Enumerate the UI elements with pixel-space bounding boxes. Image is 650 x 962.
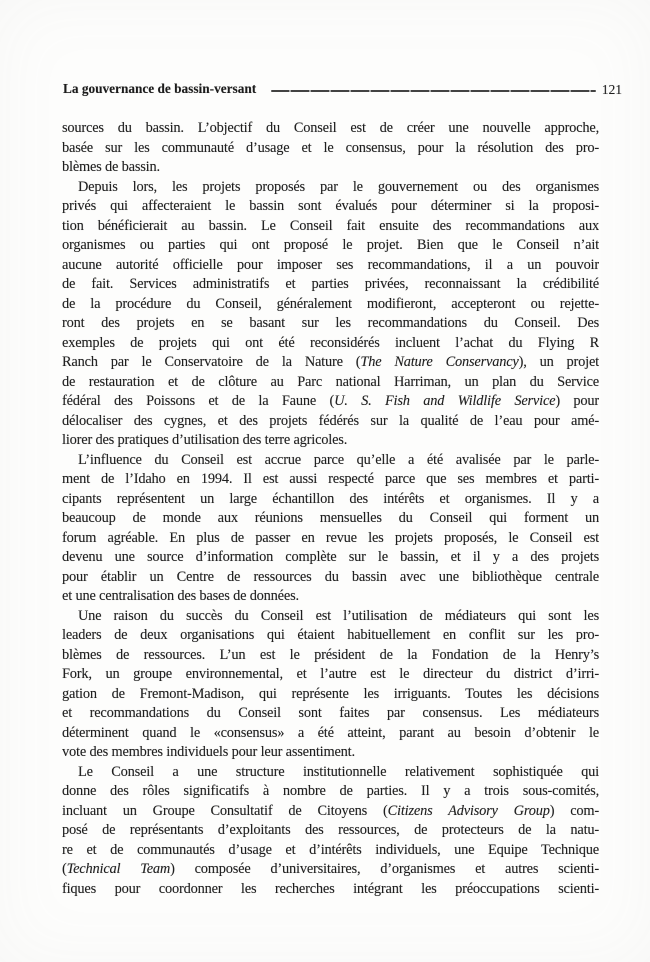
body-text xyxy=(62,119,599,899)
text-line xyxy=(62,743,599,763)
text-segment: blèmes de bassin. xyxy=(62,159,160,175)
text-segment: sources du bassin. L’objectif du Conseil est de créer une nouvelle approche, xyxy=(62,120,599,136)
text-segment: aucune autorité officielle pour imposer ses recommandations, il a un pouvoir xyxy=(62,256,599,273)
text-segment: de fait. Services administratifs et parties privées, reconnaissant la crédibilité xyxy=(62,276,599,292)
text-segment: pour établir un Centre de ressources du bassin avec une bibliothèque centrale xyxy=(62,568,599,585)
text-segment: fiques pour coordonner les recherches intégrant les préoccupations scienti- xyxy=(62,880,599,897)
text-line xyxy=(62,470,599,490)
text-segment: tion bénéficierait au bassin. Le Conseil fait ensuite des recommandations aux xyxy=(62,217,599,234)
paragraph xyxy=(62,178,599,451)
text-line xyxy=(62,314,599,334)
text-segment: L’influence du Conseil est accrue parce qu’elle a été avalisée par le parle- xyxy=(78,451,599,468)
text-line xyxy=(62,860,599,880)
text-line xyxy=(62,568,599,588)
italic-text: Technical Team xyxy=(66,861,171,877)
text-line xyxy=(62,529,599,549)
text-segment: vote des membres individuels pour leur assentiment. xyxy=(62,744,355,760)
text-segment: gation de Fremont-Madison, qui représente les irriguants. Toutes les décisions xyxy=(62,685,599,702)
text-segment: Le Conseil a une structure institutionnelle relativement sophistiquée qui xyxy=(78,763,599,780)
text-segment: privés qui affecteraient le bassin sont évalués pour déterminer si la proposi- xyxy=(62,198,599,214)
text-segment: fédéral des Poissons et de la Faune ( xyxy=(62,393,335,409)
text-segment: forum agréable. En plus de passer en revue les projets proposés, le Conseil est xyxy=(62,529,599,546)
text-segment: et une centralisation des bases de données. xyxy=(62,588,299,604)
text-segment: Depuis lors, les projets proposés par le gouvernement ou des organismes xyxy=(78,178,599,195)
header-rule-divider xyxy=(271,90,596,92)
text-segment: ront des projets en se basant sur les recommandations du Conseil. Des xyxy=(62,315,599,331)
text-segment: organismes ou parties qui ont proposé le projet. Bien que le Conseil n’ait xyxy=(62,237,599,253)
text-line xyxy=(62,607,599,627)
text-line xyxy=(62,587,599,607)
text-segment: Une raison du succès du Conseil est l’utilisation de médiateurs qui sont les xyxy=(78,607,599,624)
text-line xyxy=(62,334,599,354)
text-line xyxy=(62,431,599,451)
text-line xyxy=(62,646,599,666)
paragraph xyxy=(62,119,599,178)
text-segment: re et de communautés d’usage et d’intérêts individuels, une Equipe Technique xyxy=(62,841,599,858)
text-line xyxy=(62,841,599,861)
text-segment: ( xyxy=(62,861,67,877)
text-line xyxy=(62,119,599,139)
text-segment: ) pour xyxy=(555,393,599,409)
paragraph xyxy=(62,763,599,900)
text-segment: ) composée d’universitaires, d’organismes et autres scienti- xyxy=(170,861,599,877)
text-segment: délocaliser des cygnes, et des projets fédérés sur la qualité de l’eau pour amé- xyxy=(62,412,599,429)
text-line xyxy=(62,353,599,373)
paragraph xyxy=(62,451,599,607)
text-line xyxy=(62,509,599,529)
text-segment: de restauration et de clôture au Parc national Harriman, un plan du Service xyxy=(62,373,599,390)
text-line xyxy=(62,392,599,412)
text-line xyxy=(62,490,599,510)
text-line xyxy=(62,158,599,178)
text-segment: ) com- xyxy=(549,802,599,819)
text-segment: blèmes de ressources. L’un est le président de la Fondation de la Henry’s xyxy=(62,646,599,663)
text-line xyxy=(62,197,599,217)
text-segment: et recommandations du Conseil sont faites par consensus. Les médiateurs xyxy=(62,705,599,721)
text-segment: Ranch par le Conservatoire de la Nature ( xyxy=(62,354,361,370)
text-segment: devenu une source d’information complète sur le bassin, et il y a des projets xyxy=(62,549,599,565)
text-segment: exemples de projets qui ont été reconsidérés incluent l’achat du Flying R xyxy=(62,334,599,351)
text-line xyxy=(62,802,599,822)
text-line xyxy=(62,782,599,802)
italic-text: Citizens Advisory Group xyxy=(387,802,550,819)
text-line xyxy=(62,256,599,276)
running-title: La gouvernance de bassin-versant xyxy=(63,81,257,96)
page-header xyxy=(63,80,622,98)
text-line xyxy=(62,821,599,841)
text-segment: incluant un Groupe Consultatif de Citoyens ( xyxy=(62,802,388,819)
text-segment: de la procédure du Conseil, généralement modifieront, accepteront ou rejette- xyxy=(62,295,599,312)
text-line xyxy=(62,724,599,744)
text-segment: ), un projet xyxy=(518,354,599,370)
text-line xyxy=(62,626,599,646)
text-line xyxy=(62,763,599,783)
text-line xyxy=(62,880,599,900)
text-line xyxy=(62,704,599,724)
text-segment: déterminent quand le «consensus» a été atteint, parant au besoin d’obtenir le xyxy=(62,724,599,741)
text-segment: Fork, un groupe environnemental, et l’autre est le directeur du district d’irri- xyxy=(62,666,599,682)
text-segment: beaucoup de monde aux réunions mensuelles du Conseil qui forment un xyxy=(62,510,599,526)
text-segment: ment de l’Idaho en 1994. Il est aussi respecté parce que ses membres et parti- xyxy=(62,471,599,487)
text-line xyxy=(62,548,599,568)
text-segment: leaders de deux organisations qui étaient habituellement en conflit sur les pro- xyxy=(62,627,599,643)
paragraph xyxy=(62,607,599,763)
text-segment: posé de représentants d’exploitants des ressources, de protecteurs de la natu- xyxy=(62,822,599,838)
text-line xyxy=(62,295,599,315)
text-segment: donne des rôles significatifs à nombre de parties. Il y a trois sous-comités, xyxy=(62,783,599,799)
text-line xyxy=(62,217,599,237)
text-segment: liorer des pratiques d’utilisation des terre agricoles. xyxy=(62,432,348,448)
text-line xyxy=(62,685,599,705)
text-line xyxy=(62,451,599,471)
page-number: 121 xyxy=(601,82,622,97)
text-line xyxy=(62,275,599,295)
text-line xyxy=(62,412,599,432)
text-line xyxy=(62,236,599,256)
text-line xyxy=(62,178,599,198)
italic-text: The Nature Conservancy xyxy=(360,354,519,370)
text-segment: basée sur les communauté d’usage et le consensus, pour la résolution des pro- xyxy=(62,139,599,156)
text-line xyxy=(62,665,599,685)
italic-text: U. S. Fish and Wildlife Service xyxy=(334,393,556,409)
text-segment: cipants représentent un large échantillon des intérêts et organismes. Il y a xyxy=(62,490,599,507)
text-line xyxy=(62,139,599,159)
text-line xyxy=(62,373,599,393)
